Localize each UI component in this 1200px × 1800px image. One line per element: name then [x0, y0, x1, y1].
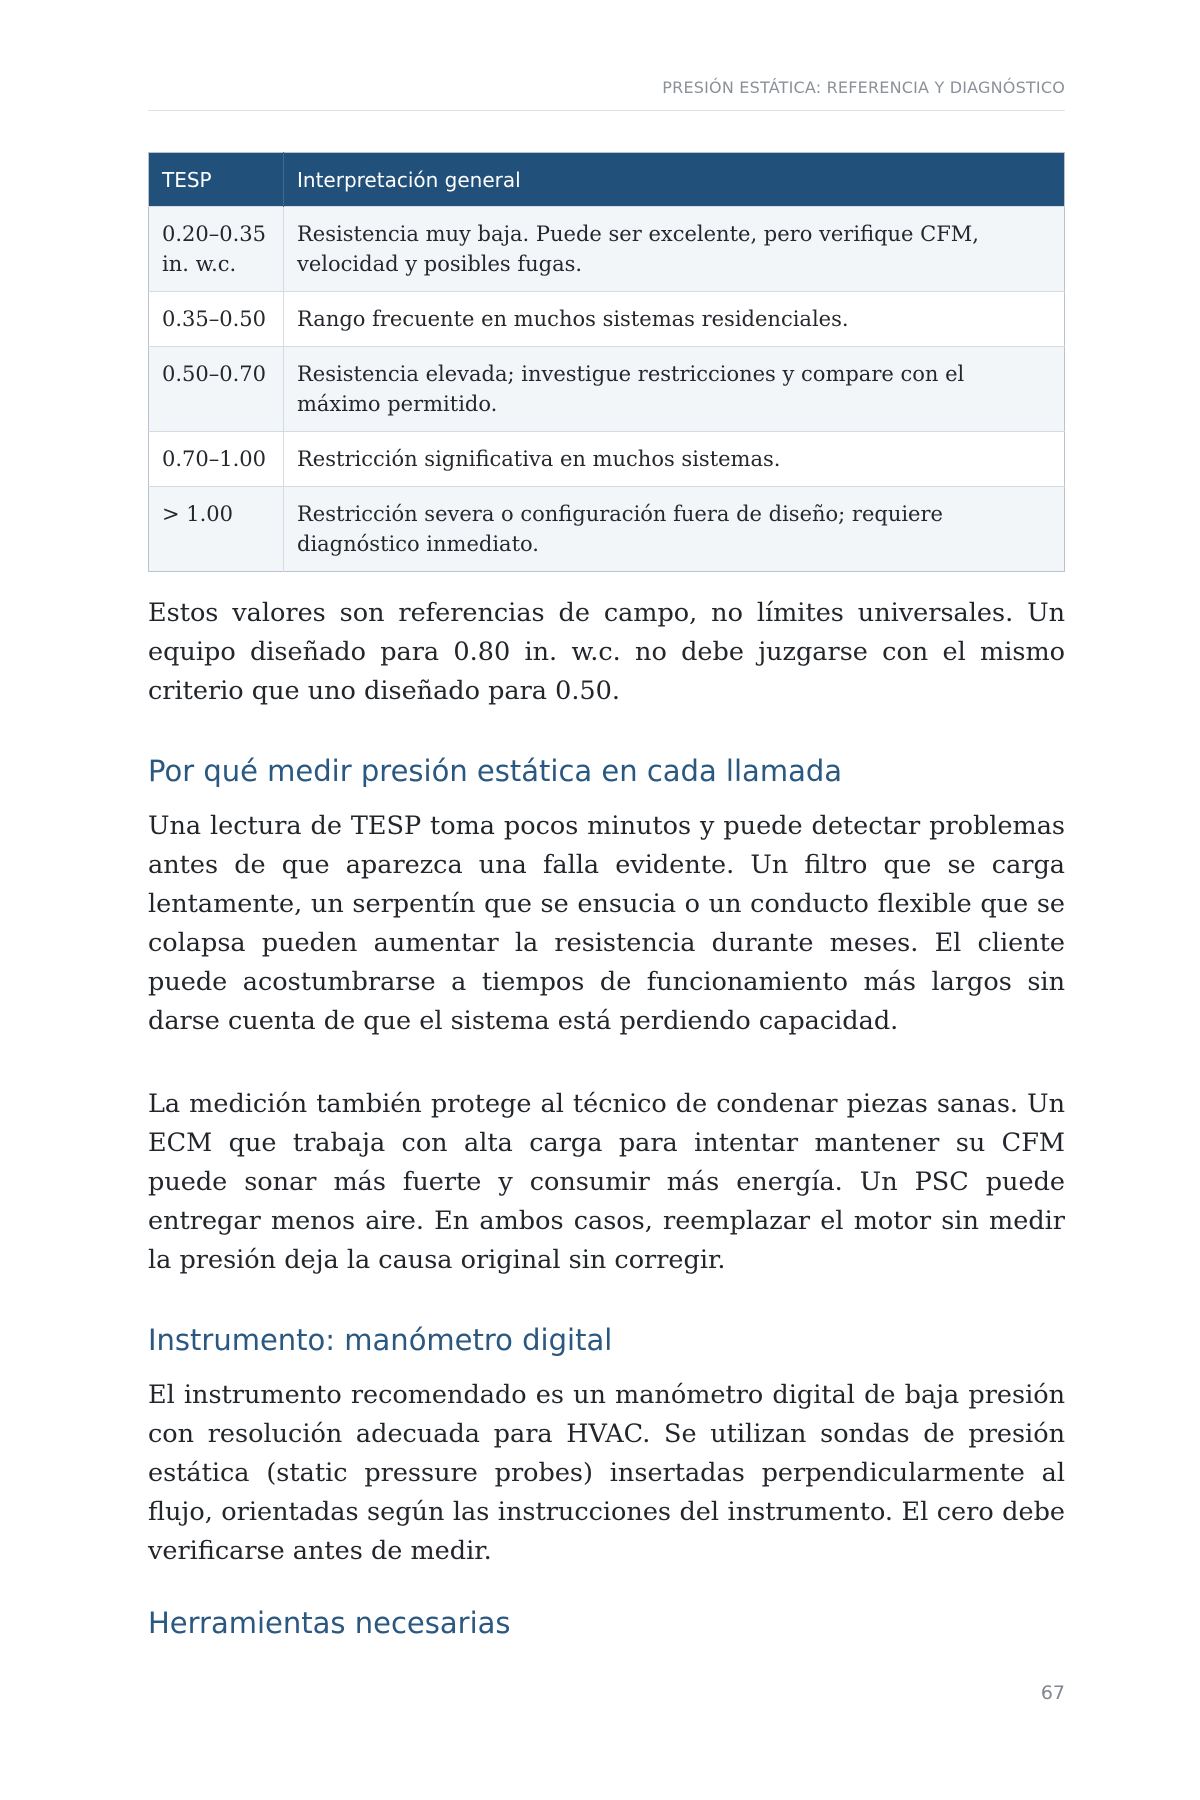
section-heading-instrumento: Instrumento: manómetro digital	[148, 1323, 613, 1357]
note-paragraph: Estos valores son referencias de campo, no límites universales. Un equipo diseñado para 0.80 in. w.c. no debe juzgarse con el mismo criterio que uno diseñado para 0.50.	[148, 598, 1065, 706]
note-paragraph-block	[148, 594, 1065, 711]
section-heading-block	[148, 1604, 1065, 1642]
section-heading-block	[148, 752, 1065, 790]
section-heading-block	[148, 1321, 1065, 1359]
tesp-range-cell: 0.50–0.70	[149, 347, 284, 432]
column-header-tesp: TESP	[149, 153, 284, 207]
table-row	[149, 487, 1065, 572]
table-header-row	[149, 153, 1065, 207]
table-row	[149, 292, 1065, 347]
tesp-range-cell: 0.35–0.50	[149, 292, 284, 347]
paragraph-block	[148, 807, 1065, 1041]
table-row	[149, 207, 1065, 292]
interpretation-cell: Rango frecuente en muchos sistemas residenciales.	[284, 292, 1065, 347]
tesp-range-cell: 0.70–1.00	[149, 432, 284, 487]
paragraph-block	[148, 1085, 1065, 1280]
paragraph-block	[148, 1376, 1065, 1571]
interpretation-cell: Restricción severa o configuración fuera de diseño; requiere diagnóstico inmediato.	[284, 487, 1065, 572]
running-header: PRESIÓN ESTÁTICA: REFERENCIA Y DIAGNÓSTICO	[662, 78, 1065, 97]
column-header-interpretation: Interpretación general	[284, 153, 1065, 207]
interpretation-cell: Resistencia elevada; investigue restricciones y compare con el máximo permitido.	[284, 347, 1065, 432]
table-row	[149, 347, 1065, 432]
table-row	[149, 432, 1065, 487]
page-number: 67	[1040, 1682, 1065, 1704]
tesp-range-cell: > 1.00	[149, 487, 284, 572]
tesp-reference-table	[148, 152, 1065, 572]
interpretation-cell: Resistencia muy baja. Puede ser excelente, pero verifique CFM, velocidad y posibles fugas.	[284, 207, 1065, 292]
paragraph-por-que-1: Una lectura de TESP toma pocos minutos y puede detectar problemas antes de que aparezca una falla evidente. Un filtro que se carga lentamente, un serpentín que se ensucia o un conducto flexible que se colapsa pueden aumentar la resistencia durante meses. El cliente puede acostumbrarse a tiempos de funcionamiento más largos sin darse cuenta de que el sistema está perdiendo capacidad.	[148, 811, 1065, 1036]
tesp-range-cell: 0.20–0.35 in. w.c.	[149, 207, 284, 292]
section-heading-herramientas: Herramientas necesarias	[148, 1606, 511, 1640]
paragraph-por-que-2: La medición también protege al técnico de condenar piezas sanas. Un ECM que trabaja con alta carga para intentar mantener su CFM puede sonar más fuerte y consumir más energía. Un PSC puede entregar menos aire. En ambos casos, reemplazar el motor sin medir la presión deja la causa original sin corregir.	[148, 1089, 1065, 1275]
paragraph-instrumento: El instrumento recomendado es un manómetro digital de baja presión con resolución adecuada para HVAC. Se utilizan sondas de presión estática (static pressure probes) insertadas perpendicularmente al flujo, orientadas según las instrucciones del instrumento. El cero debe verificarse antes de medir.	[148, 1380, 1065, 1566]
header-divider	[148, 110, 1065, 111]
interpretation-cell: Restricción significativa en muchos sistemas.	[284, 432, 1065, 487]
section-heading-por-que: Por qué medir presión estática en cada llamada	[148, 754, 843, 788]
